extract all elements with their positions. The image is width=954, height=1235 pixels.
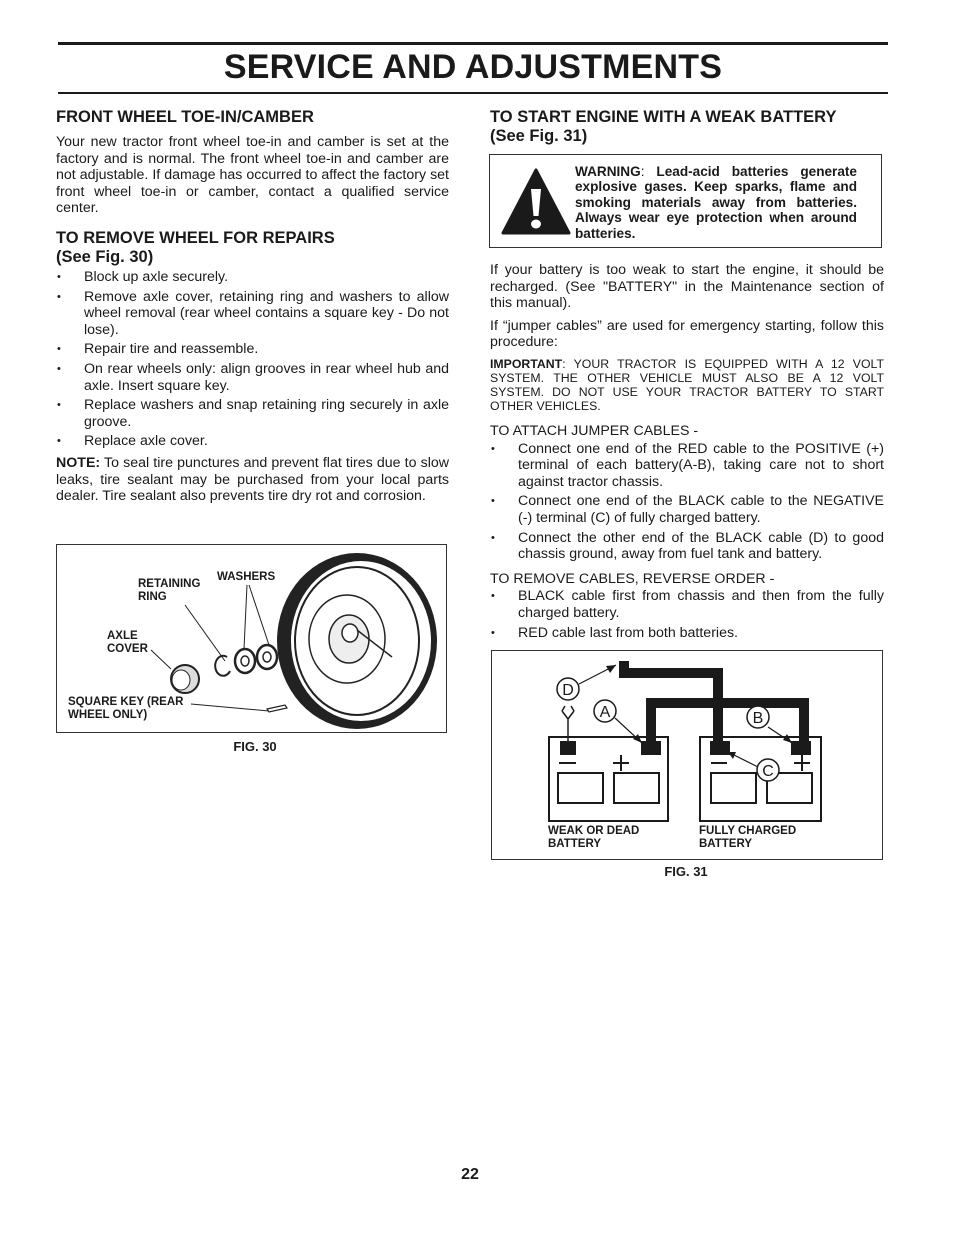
weak-battery-heading-line2: (See Fig. 31)	[490, 127, 588, 145]
label-charged-battery	[699, 825, 796, 851]
label-a: A	[599, 704, 611, 721]
list-item: • On rear wheels only: align grooves in rear wheel hub and axle. Insert square key.	[56, 361, 449, 394]
list-item: • Connect one end of the RED cable to the POSITIVE (+) terminal of each battery(A-B), taking care not to short against tractor chassis.	[490, 441, 884, 491]
label-retaining-ring-line1: RETAINING	[138, 578, 201, 590]
weak-battery-para2: If “jumper cables” are used for emergency starting, follow this procedure:	[490, 317, 884, 351]
remove-wheel-heading-line2: (See Fig. 30)	[56, 247, 154, 266]
leader-washer-b	[249, 585, 269, 645]
remove-wheel-steps	[56, 269, 449, 450]
remove-wheel-heading	[56, 229, 449, 267]
label-charged-battery-line1: FULLY CHARGED	[699, 825, 797, 837]
list-item: • Connect one end of the BLACK cable to the NEGATIVE (-) terminal (C) of fully charged battery.	[490, 493, 884, 526]
label-retaining-ring-line2: RING	[138, 591, 167, 603]
page-title: SERVICE AND ADJUSTMENTS	[223, 48, 723, 86]
label-b: B	[752, 710, 764, 727]
attach-heading: TO ATTACH JUMPER CABLES -	[490, 422, 699, 439]
remove-cables-heading: TO REMOVE CABLES, REVERSE ORDER -	[490, 570, 775, 587]
toe-in-heading: FRONT WHEEL TOE-IN/CAMBER	[56, 108, 314, 126]
charged-negative-terminal	[710, 741, 730, 755]
charged-positive-terminal	[791, 741, 811, 755]
sealant-note	[56, 455, 449, 505]
right-column	[490, 108, 884, 146]
label-retaining-ring	[138, 578, 200, 604]
important-notice	[490, 357, 884, 413]
leader-washer-a	[244, 585, 247, 649]
important-label: IMPORTANT	[490, 356, 563, 371]
important-text: : YOUR TRACTOR IS EQUIPPED WITH A 12 VOLT SYSTEM. THE OTHER VEHICLE MUST ALSO BE A 12 VOLT SYSTEM. DO NOT USE YOUR TRACTOR BATTERY TO START OTHER VEHICLES.	[490, 356, 884, 413]
figure-31-jumper-diagram	[491, 650, 883, 860]
label-c: C	[762, 763, 774, 780]
leader-retaining-ring	[185, 605, 225, 661]
weak-negative-terminal	[560, 741, 576, 755]
figure-30-caption: FIG. 30	[233, 739, 277, 754]
list-item: • RED cable last from both batteries.	[490, 625, 884, 642]
leader-axle-cover	[151, 650, 171, 669]
warning-colon: :	[640, 164, 645, 179]
right-body	[490, 262, 884, 644]
label-charged-battery-line2: BATTERY	[699, 838, 753, 850]
ground-icon	[562, 706, 574, 741]
remove-cables-steps	[490, 588, 884, 641]
header-rule-top	[58, 42, 888, 45]
note-label: NOTE:	[56, 454, 101, 471]
label-weak-battery	[548, 825, 639, 851]
label-axle-cover-line1: AXLE	[107, 630, 138, 642]
label-square-key	[68, 696, 183, 722]
attach-steps	[490, 441, 884, 563]
washer-2	[235, 649, 255, 673]
warning-label: WARNING	[575, 164, 641, 179]
warning-box	[489, 154, 882, 248]
leader-square-key	[191, 704, 269, 711]
weak-positive-terminal	[641, 741, 661, 755]
warning-body: Lead-acid batteries generate explosive gases. Keep sparks, flame and smoking materials away from batteries. Always wear eye protection when around batteries.	[575, 164, 857, 241]
label-square-key-line1: SQUARE KEY (REAR	[68, 696, 184, 708]
list-item: • Block up axle securely.	[56, 269, 449, 286]
list-item: • Replace washers and snap retaining ring securely in axle groove.	[56, 397, 449, 430]
warning-text	[575, 164, 857, 241]
label-d: D	[562, 682, 574, 699]
header-rule-bottom	[58, 92, 888, 94]
label-washers: WASHERS	[217, 571, 276, 583]
list-item: • Remove axle cover, retaining ring and washers to allow wheel removal (rear wheel contains a square key - Do not lose).	[56, 289, 449, 339]
label-axle-cover	[107, 630, 148, 656]
note-text: To seal tire punctures and prevent flat tires due to slow leaks, tire sealant may be purchased from your local parts dealer. Tire sealant also prevents tire dry rot and corrosion.	[56, 454, 449, 505]
label-axle-cover-line2: COVER	[107, 643, 148, 655]
retaining-ring	[215, 656, 230, 676]
list-item: • Repair tire and reassemble.	[56, 341, 449, 358]
toe-in-body: Your new tractor front wheel toe-in and camber is set at the factory and is normal. The front wheel toe-in and camber are not adjustable. If damage has occurred to affect the factory set front wheel toe-in or camber, contact a qualified service center.	[56, 134, 449, 217]
weak-battery-heading	[490, 108, 884, 146]
label-weak-battery-line2: BATTERY	[548, 838, 602, 850]
left-column	[56, 108, 449, 505]
label-weak-battery-line1: WEAK OR DEAD	[548, 825, 640, 837]
figure-31-caption: FIG. 31	[664, 864, 708, 879]
list-item: • Connect the other end of the BLACK cable (D) to good chassis ground, away from fuel tank and battery.	[490, 530, 884, 563]
label-square-key-line2: WHEEL ONLY)	[68, 709, 148, 721]
square-key	[267, 705, 287, 712]
list-item: • Replace axle cover.	[56, 433, 449, 450]
page-number: 22	[461, 1166, 479, 1183]
weak-battery-para1: If your battery is too weak to start the engine, it should be recharged. (See "BATTERY" in the Maintenance section of this manual).	[490, 262, 884, 312]
weak-battery-heading-line1: TO START ENGINE WITH A WEAK BATTERY	[490, 108, 837, 126]
list-item: • BLACK cable first from chassis and then from the fully charged battery.	[490, 588, 884, 621]
axle-end	[342, 624, 358, 642]
warning-triangle-icon	[500, 167, 572, 237]
figure-30-wheel-diagram	[56, 544, 447, 733]
washer-1	[257, 645, 277, 669]
remove-wheel-heading-line1: TO REMOVE WHEEL FOR REPAIRS	[56, 228, 335, 247]
